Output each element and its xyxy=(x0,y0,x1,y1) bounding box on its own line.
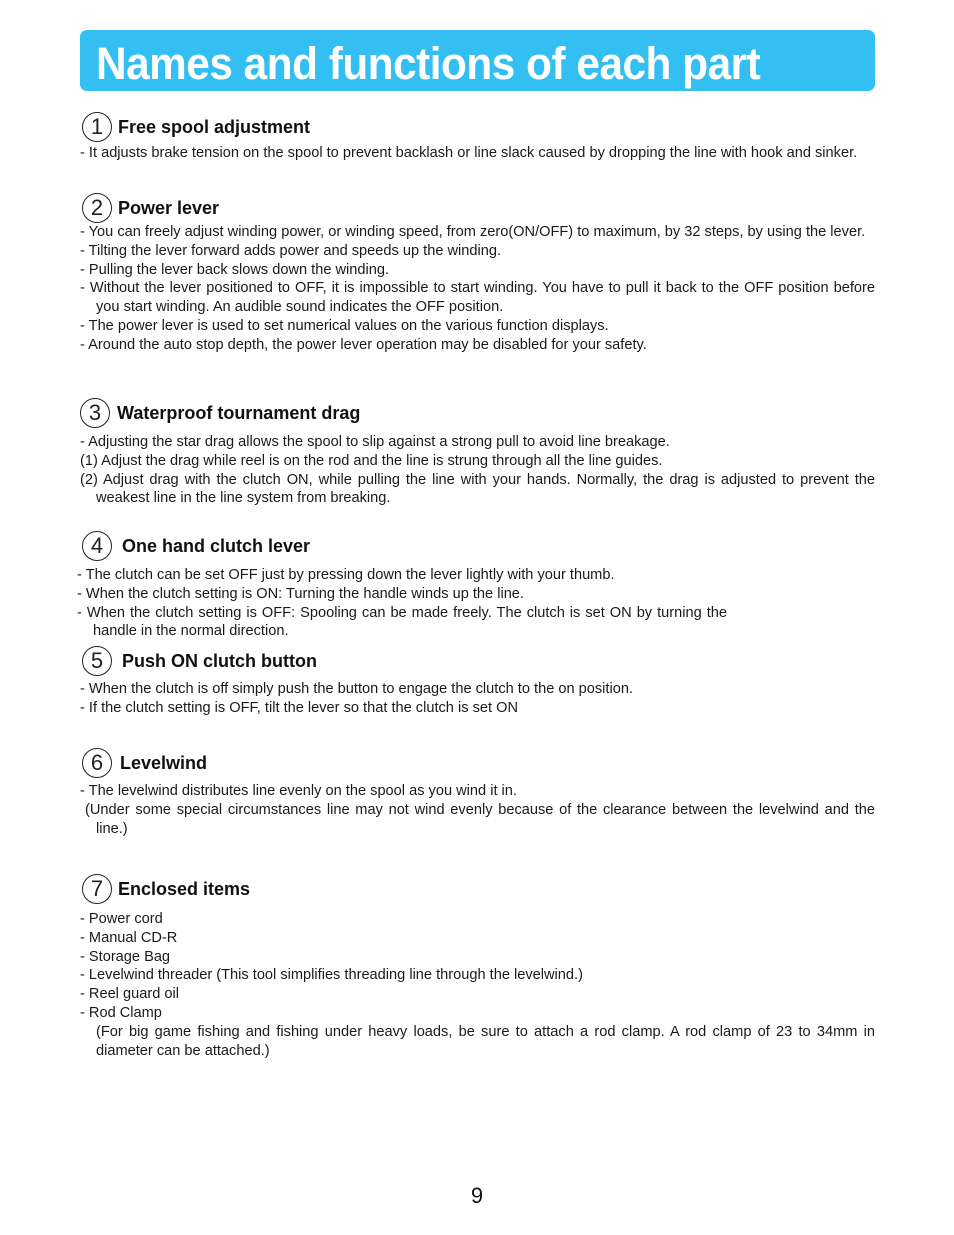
section-header xyxy=(80,112,875,146)
section-body xyxy=(80,433,875,508)
body-line: - Without the lever positioned to OFF, it is impossible to start winding. You have to pull it back to the OFF position before you start winding. An audible sound indicates the OFF position. xyxy=(80,280,875,316)
section-power-lever xyxy=(80,193,875,355)
body-line: (2) Adjust drag with the clutch ON, while pulling the line with your hands. Normally, the drag is adjusted to prevent the weakest line in the line system from breaking. xyxy=(80,471,875,507)
body-line: - When the clutch setting is ON: Turning the handle winds up the line. xyxy=(77,585,524,602)
section-title: Free spool adjustment xyxy=(118,117,311,137)
section-header xyxy=(80,531,875,565)
section-body xyxy=(80,223,875,355)
list-item: - Levelwind threader (This tool simplifies threading line through the levelwind.) xyxy=(80,967,583,984)
section-body xyxy=(80,144,875,163)
section-title: One hand clutch lever xyxy=(122,536,311,556)
section-number-badge: 6 xyxy=(82,748,112,778)
section-body xyxy=(80,782,875,838)
section-number-badge: 7 xyxy=(82,874,112,904)
section-number-badge: 5 xyxy=(82,646,112,676)
page-number: 9 xyxy=(470,1183,484,1208)
body-line: - The clutch can be set OFF just by pressing down the lever lightly with your thumb. xyxy=(77,567,615,583)
section-levelwind xyxy=(80,748,875,838)
section-title: Power lever xyxy=(118,198,220,218)
body-line: (1) Adjust the drag while reel is on the rod and the line is strung through all the line guides. xyxy=(80,452,663,469)
section-header xyxy=(80,748,875,782)
section-title: Levelwind xyxy=(120,753,208,773)
section-number-badge: 3 xyxy=(80,398,110,428)
list-item-note: (For big game fishing and fishing under heavy loads, be sure to attach a rod clamp. A rod clamp of 23 to 34mm in diameter can be attached.) xyxy=(96,1023,875,1059)
list-item: - Rod Clamp xyxy=(80,1004,162,1021)
section-header xyxy=(80,646,875,680)
list-item: - Reel guard oil xyxy=(80,986,179,1003)
body-line: - Around the auto stop depth, the power lever operation may be disabled for your safety. xyxy=(80,336,647,353)
section-number-badge: 2 xyxy=(82,193,112,223)
body-line: - You can freely adjust winding power, or winding speed, from zero(ON/OFF) to maximum, by 32 steps, by using the lever. xyxy=(80,224,866,240)
section-number-badge: 4 xyxy=(82,531,112,561)
body-line: - Pulling the lever back slows down the winding. xyxy=(80,261,390,278)
section-one-hand-clutch-lever xyxy=(77,531,875,641)
title-banner xyxy=(80,30,875,91)
section-title: Enclosed items xyxy=(118,879,251,899)
body-line: - Adjusting the star drag allows the spool to slip against a strong pull to avoid line breakage. xyxy=(80,434,670,450)
section-free-spool-adjustment xyxy=(80,112,875,163)
body-line: - Tilting the lever forward adds power and speeds up the winding. xyxy=(80,242,502,259)
section-title: Waterproof tournament drag xyxy=(117,403,361,423)
list-item: - Manual CD-R xyxy=(80,929,178,946)
section-number-badge: 1 xyxy=(82,112,112,142)
body-line: (Under some special circumstances line may not wind evenly because of the clearance between the levelwind and the line.) xyxy=(85,801,875,837)
body-line: - It adjusts brake tension on the spool to prevent backlash or line slack caused by dropping the line with hook and sinker. xyxy=(80,145,858,161)
list-item: - Storage Bag xyxy=(80,948,171,965)
section-enclosed-items xyxy=(80,874,875,1060)
section-body xyxy=(80,910,875,1060)
body-line: - When the clutch is off simply push the button to engage the clutch to the on position. xyxy=(80,681,634,697)
section-header xyxy=(80,193,875,227)
body-line: - The power lever is used to set numerical values on the various function displays. xyxy=(80,317,609,334)
page-title: Names and functions of each part xyxy=(96,38,761,89)
section-waterproof-tournament-drag xyxy=(80,398,875,508)
list-item: - Power cord xyxy=(80,911,163,927)
section-body xyxy=(80,680,875,718)
section-title: Push ON clutch button xyxy=(122,651,317,671)
body-line: - When the clutch setting is OFF: Spooling can be made freely. The clutch is set ON by turning the handle in the normal direction. xyxy=(77,604,727,640)
section-header xyxy=(80,874,875,908)
body-line: - The levelwind distributes line evenly on the spool as you wind it in. xyxy=(80,783,517,799)
body-line: - If the clutch setting is OFF, tilt the lever so that the clutch is set ON xyxy=(80,699,518,716)
section-body xyxy=(77,566,727,641)
section-header xyxy=(80,398,875,432)
section-push-on-clutch-button xyxy=(80,646,875,718)
